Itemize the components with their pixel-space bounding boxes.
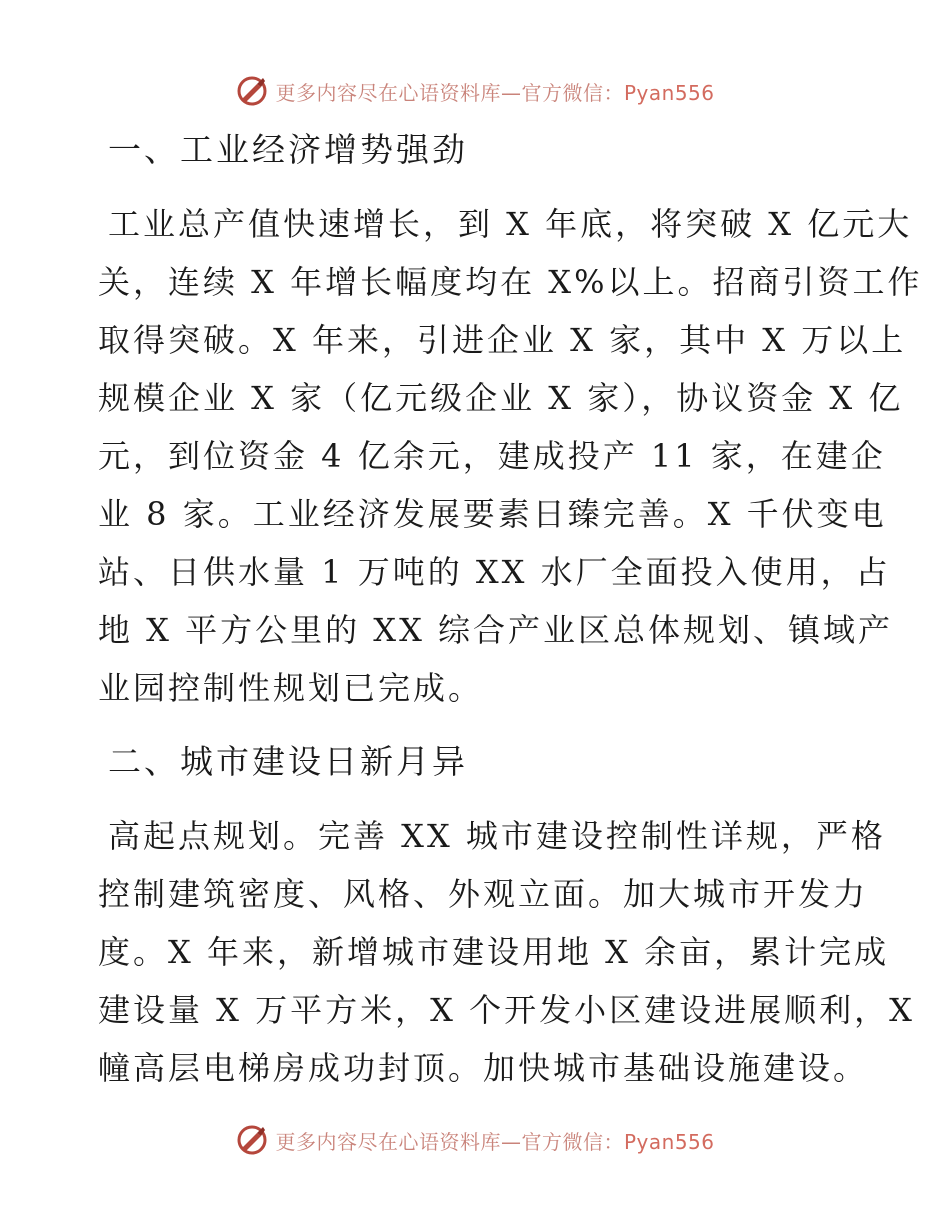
wechat-id: Pyan556 (623, 1129, 715, 1154)
paragraph-line: 业园控制性规划已完成。 (98, 669, 484, 707)
paragraph-line: 工业总产值快速增长，到 X 年底，将突破 X 亿元大 (108, 205, 913, 243)
watermark-header (0, 71, 950, 111)
paragraph-line: 业 8 家。工业经济发展要素日臻完善。X 千伏变电 (98, 495, 887, 533)
section-paragraph-urban (98, 807, 915, 1097)
paragraph-line: 站、日供水量 1 万吨的 XX 水厂全面投入使用，占 (98, 553, 891, 591)
paragraph-line: 元，到位资金 4 亿余元，建成投产 11 家，在建企 (98, 437, 886, 475)
watermark-text: 更多内容尽在心语资料库—官方微信：Pyan556 (275, 1129, 715, 1154)
section-paragraph-industry (98, 195, 923, 717)
wechat-id: Pyan556 (623, 80, 715, 105)
document-body (98, 125, 923, 1117)
section-heading-urban: 二、城市建设日新月异 (108, 742, 468, 781)
paragraph-line: 地 X 平方公里的 XX 综合产业区总体规划、镇域产 (98, 611, 894, 649)
pen-logo-icon (235, 1123, 269, 1157)
paragraph-line: 建设量 X 万平方米，X 个开发小区建设进展顺利，X (98, 991, 915, 1029)
paragraph-line: 关，连续 X 年增长幅度均在 X%以上。招商引资工作 (98, 263, 923, 301)
watermark-text: 更多内容尽在心语资料库—官方微信：Pyan556 (275, 80, 715, 105)
watermark-footer (0, 1120, 950, 1160)
pen-logo-icon (235, 74, 269, 108)
paragraph-line: 取得突破。X 年来，引进企业 X 家，其中 X 万以上 (98, 321, 907, 359)
paragraph-line: 度。X 年来，新增城市建设用地 X 余亩，累计完成 (98, 933, 890, 971)
paragraph-line: 幢高层电梯房成功封顶。加快城市基础设施建设。 (98, 1049, 869, 1087)
paragraph-line: 高起点规划。完善 XX 城市建设控制性详规，严格 (108, 817, 886, 855)
section-heading-industry: 一、工业经济增势强劲 (108, 130, 468, 169)
paragraph-line: 规模企业 X 家（亿元级企业 X 家），协议资金 X 亿 (98, 379, 904, 417)
paragraph-line: 控制建筑密度、风格、外观立面。加大城市开发力 (98, 875, 869, 913)
